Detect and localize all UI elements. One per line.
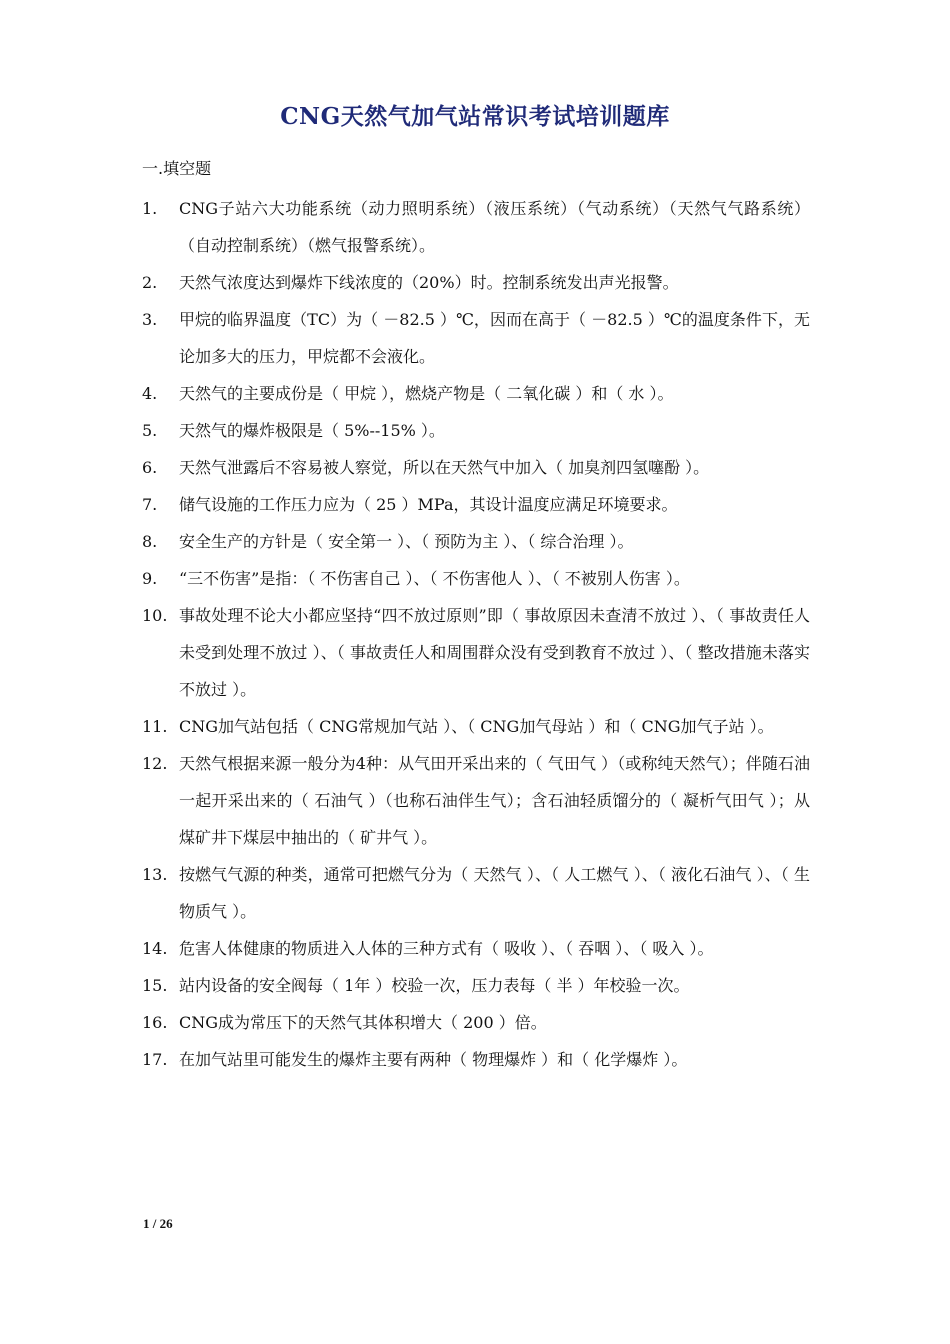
question-number: 7. <box>142 495 158 514</box>
question-text: “三不伤害”是指：（ 不伤害自己 ）、（ 不伤害他人 ）、（ 不被别人伤害 ）。 <box>179 569 690 588</box>
question-number: 11. <box>142 717 168 736</box>
question-item <box>142 1004 810 1041</box>
question-item <box>142 412 810 449</box>
document-title: CNG天然气加气站常识考试培训题库 <box>280 103 670 130</box>
question-item <box>142 745 810 856</box>
question-text: 事故处理不论大小都应坚持“四不放过原则”即（ 事故原因未查清不放过 ）、（ 事故责任人未受到处理不放过 ）、（ 事故责任人和周围群众没有受到教育不放过 ）、（ 整改措施未落实不放过 ）。 <box>179 606 810 699</box>
question-item <box>142 967 810 1004</box>
question-number: 15. <box>142 976 168 995</box>
question-item <box>142 560 810 597</box>
question-number: 4. <box>142 384 158 403</box>
question-item <box>142 597 810 708</box>
question-number: 6. <box>142 458 158 477</box>
question-item <box>142 190 810 264</box>
question-item <box>142 523 810 560</box>
question-item <box>142 449 810 486</box>
question-text: 危害人体健康的物质进入人体的三种方式有（ 吸收 ）、（ 吞咽 ）、（ 吸入 ）。 <box>179 939 714 958</box>
section-heading: 一.填空题 <box>142 159 212 178</box>
question-number: 14. <box>142 939 168 958</box>
question-item <box>142 1041 810 1078</box>
question-text: 天然气的主要成份是（ 甲烷 ），燃烧产物是（ 二氧化碳 ）和（ 水 ）。 <box>179 384 674 403</box>
question-text: CNG加气站包括（ CNG常规加气站 ）、（ CNG加气母站 ）和（ CNG加气子站 ）。 <box>179 717 774 736</box>
question-number: 13. <box>142 865 168 884</box>
question-text: 储气设施的工作压力应为（ 25 ）MPa，其设计温度应满足环境要求。 <box>179 495 678 514</box>
question-list <box>142 190 810 1078</box>
question-text: 天然气浓度达到爆炸下线浓度的（20%）时。控制系统发出声光报警。 <box>179 273 679 292</box>
question-number: 8. <box>142 532 158 551</box>
question-item <box>142 264 810 301</box>
question-number: 10. <box>142 606 168 625</box>
question-number: 12. <box>142 754 168 773</box>
question-text: CNG成为常压下的天然气其体积增大（ 200 ）倍。 <box>179 1013 547 1032</box>
question-number: 16. <box>142 1013 168 1032</box>
page-number: 1 / 26 <box>143 1216 173 1231</box>
question-text: CNG子站六大功能系统（动力照明系统）（液压系统）（气动系统）（天然气气路系统）（自动控制系统）（燃气报警系统）。 <box>179 199 810 255</box>
question-text: 在加气站里可能发生的爆炸主要有两种（ 物理爆炸 ）和（ 化学爆炸 ）。 <box>179 1050 688 1069</box>
question-text: 天然气的爆炸极限是（ 5%--15% ）。 <box>179 421 445 440</box>
question-item <box>142 375 810 412</box>
question-number: 17. <box>142 1050 168 1069</box>
question-text: 站内设备的安全阀每（ 1年 ）校验一次，压力表每（ 半 ）年校验一次。 <box>179 976 690 995</box>
question-text: 天然气根据来源一般分为4种：从气田开采出来的（ 气田气 ）（或称纯天然气）；伴随石油一起开采出来的（ 石油气 ）（也称石油伴生气）；含石油轻质馏分的（ 凝析气田气 ）；从煤矿井下煤层中抽出的（ 矿井气 ）。 <box>179 754 810 847</box>
question-number: 2. <box>142 273 158 292</box>
question-text: 天然气泄露后不容易被人察觉，所以在天然气中加入（ 加臭剂四氢噻酚 ）。 <box>179 458 710 477</box>
question-item <box>142 486 810 523</box>
question-number: 5. <box>142 421 158 440</box>
question-item <box>142 708 810 745</box>
question-text: 安全生产的方针是（ 安全第一 ）、（ 预防为主 ）、（ 综合治理 ）。 <box>179 532 634 551</box>
question-item <box>142 856 810 930</box>
question-text: 甲烷的临界温度（TC）为（ －82.5 ）℃，因而在高于（ －82.5 ）℃的温度条件下，无论加多大的压力，甲烷都不会液化。 <box>179 310 810 366</box>
question-number: 3. <box>142 310 158 329</box>
question-number: 1. <box>142 199 158 218</box>
question-item <box>142 301 810 375</box>
question-number: 9. <box>142 569 158 588</box>
question-item <box>142 930 810 967</box>
question-text: 按燃气气源的种类，通常可把燃气分为（ 天然气 ）、（ 人工燃气 ）、（ 液化石油气 ）、（ 生物质气 ）。 <box>179 865 810 921</box>
